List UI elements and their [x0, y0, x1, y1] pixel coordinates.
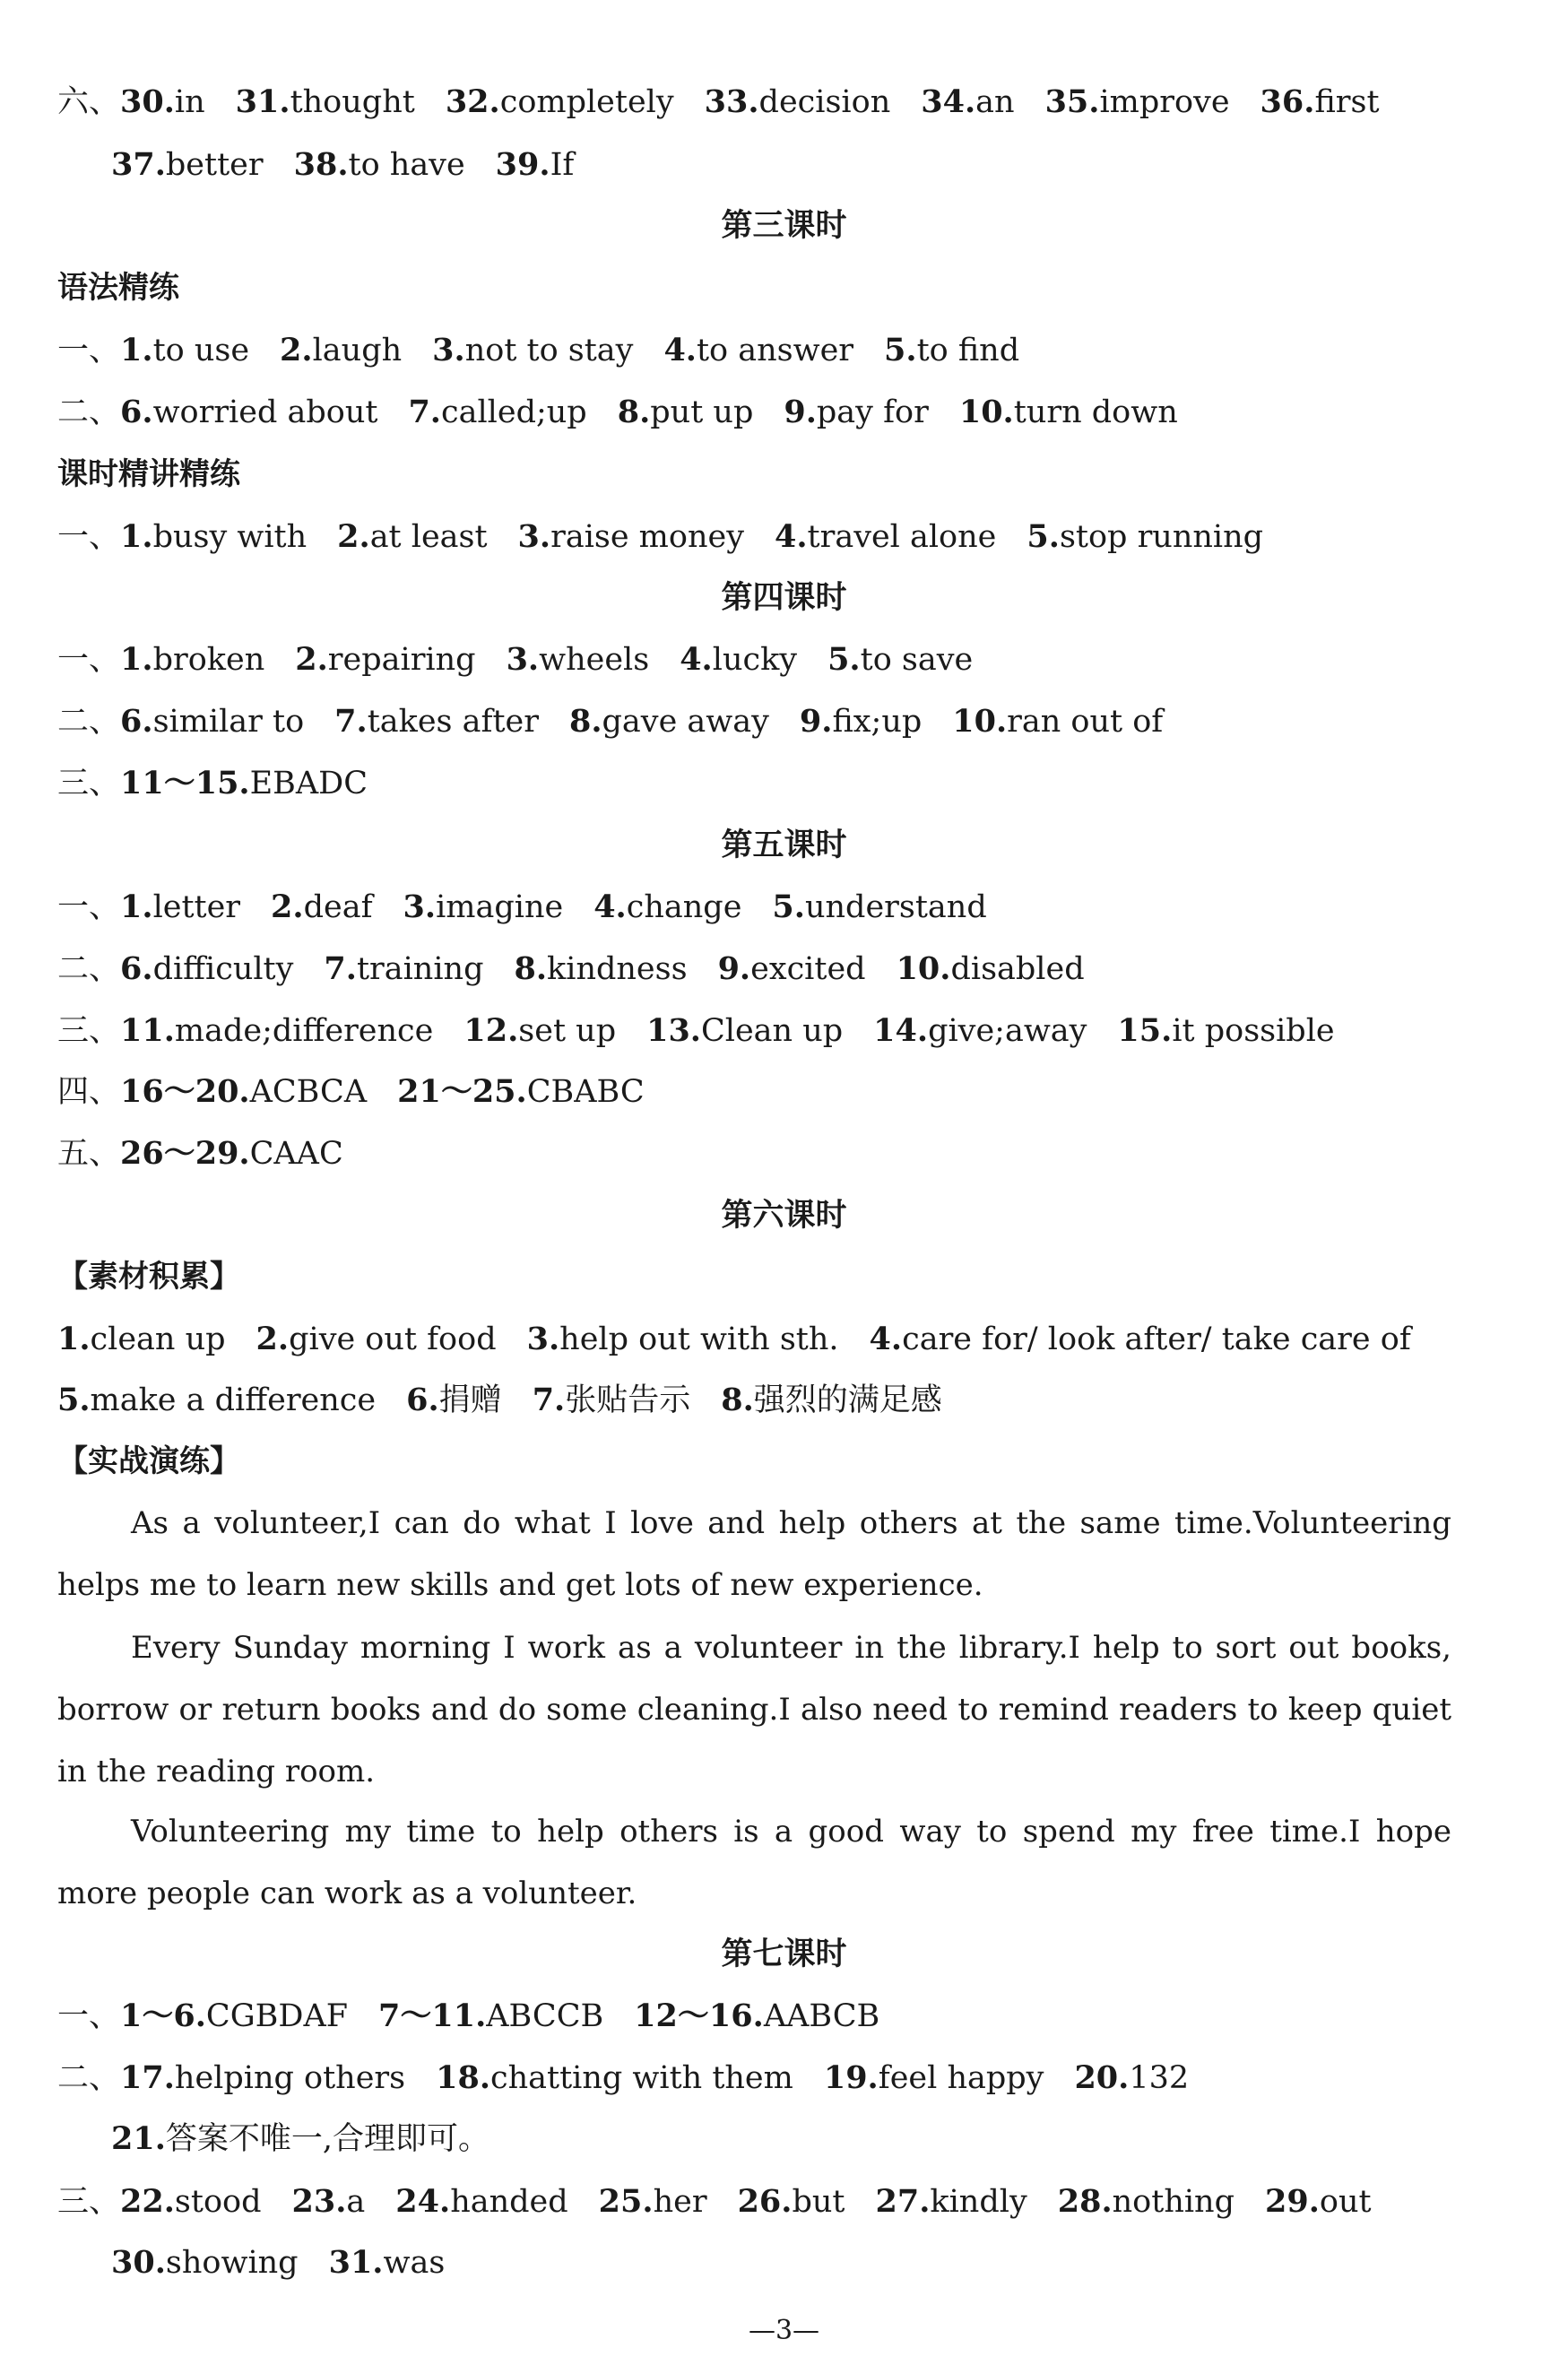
- section-number: 二、: [57, 394, 121, 430]
- answer-item: [120, 1069, 367, 1115]
- answer-text: 张贴告示: [565, 1382, 691, 1418]
- answer-text: stood: [174, 2184, 262, 2220]
- answer-row: [57, 514, 1514, 560]
- question-number: 10.: [958, 394, 1014, 430]
- answer-item: [921, 79, 1014, 126]
- answer-text: busy with: [152, 519, 308, 555]
- answer-item: [952, 698, 1163, 745]
- question-number: 2.: [337, 518, 370, 555]
- answer-item: [111, 142, 264, 188]
- question-number: 19.: [823, 2059, 879, 2096]
- essay-text: As a volunteer,I can do what I love and help others at the same time.Volunteering helps me to learn new skills and get lots of new experience.: [57, 1505, 1451, 1603]
- answer-item: [599, 2179, 707, 2225]
- answer-text: If: [550, 147, 575, 183]
- answer-item: [870, 1316, 1411, 1363]
- question-number: 26～29.: [120, 1135, 250, 1172]
- question-number: 6.: [120, 394, 153, 430]
- answer-text: help out with sth.: [559, 1321, 839, 1357]
- answer-text: helping others: [174, 2060, 406, 2096]
- answer-text: Clean up: [701, 1013, 844, 1049]
- answer-item: [827, 637, 973, 683]
- answer-item: [436, 2055, 793, 2101]
- answer-item: [593, 884, 741, 931]
- answer-item: [271, 884, 373, 931]
- answer-text: feel happy: [878, 2060, 1044, 2096]
- answer-item: [337, 514, 487, 560]
- answer-item: [646, 1008, 843, 1054]
- answer-item: [120, 698, 304, 745]
- question-number: 6.: [120, 703, 153, 740]
- question-number: 2.: [295, 641, 328, 678]
- answer-text: raise money: [550, 519, 744, 555]
- lesson-title: 第七课时: [721, 1936, 847, 1972]
- question-number: 10.: [952, 703, 1008, 740]
- question-number: 39.: [495, 146, 550, 183]
- answer-item: [959, 389, 1178, 436]
- answer-item: [408, 389, 586, 436]
- answer-item: [324, 946, 483, 992]
- answer-text: give out food: [289, 1321, 497, 1357]
- answer-row: [57, 698, 1514, 745]
- section-number: 二、: [57, 704, 121, 740]
- question-number: 14.: [873, 1012, 929, 1049]
- answer-item: [897, 946, 1085, 992]
- answer-item: [527, 1316, 839, 1363]
- answer-text: takes after: [367, 704, 539, 740]
- answer-row: [57, 1008, 1514, 1054]
- question-number: 31.: [328, 2244, 384, 2281]
- question-number: 1.: [120, 332, 153, 368]
- answer-row: [111, 2240, 1514, 2286]
- answer-text: AABCB: [763, 1998, 880, 2034]
- answer-text: understand: [804, 889, 987, 925]
- answer-item: [1074, 2055, 1189, 2101]
- answer-item: [334, 698, 539, 745]
- question-number: 7.: [532, 1382, 566, 1418]
- answer-text: 答案不唯一,合理即可。: [165, 2121, 490, 2157]
- answer-item: [120, 1131, 343, 1177]
- question-number: 34.: [921, 83, 976, 120]
- answer-row: [57, 1993, 1514, 2040]
- section-number: 一、: [57, 889, 121, 925]
- answer-row: [57, 637, 1514, 683]
- answer-item: [446, 79, 674, 126]
- question-number: 21.: [111, 2120, 166, 2157]
- answer-text: 强烈的满足感: [753, 1382, 942, 1418]
- answer-text: CBABC: [526, 1074, 645, 1110]
- answer-text: stop running: [1059, 519, 1264, 555]
- answer-item: [873, 1008, 1087, 1054]
- answer-item: [120, 1993, 348, 2040]
- answer-text: to have: [348, 147, 465, 183]
- answer-text: was: [383, 2245, 446, 2281]
- answer-item: [515, 946, 688, 992]
- question-number: 9.: [799, 703, 833, 740]
- question-number: 6.: [120, 950, 153, 987]
- essay-paragraph: [57, 1801, 1451, 1925]
- question-number: 2.: [271, 888, 304, 925]
- answer-item: [775, 514, 996, 560]
- section-number: 一、: [57, 333, 121, 368]
- answer-row: [57, 946, 1514, 992]
- question-number: 11～15.: [120, 765, 250, 801]
- answer-text: deaf: [303, 889, 373, 925]
- answer-text: fix;up: [832, 704, 923, 740]
- section-number: 一、: [57, 642, 121, 678]
- question-number: 4.: [774, 518, 808, 555]
- answer-text: completely: [499, 84, 674, 120]
- answer-text: to use: [152, 333, 250, 368]
- answer-text: 捐赠: [438, 1382, 502, 1418]
- answer-item: [463, 1008, 616, 1054]
- page-number: —3—: [748, 2315, 820, 2346]
- answer-item: [1260, 79, 1380, 126]
- section-number: 六、: [57, 84, 121, 120]
- question-number: 6.: [406, 1382, 439, 1418]
- answer-text: difficulty: [152, 951, 294, 987]
- answer-item: [395, 2179, 567, 2225]
- answer-item: [432, 327, 633, 374]
- answer-text: in: [174, 84, 205, 120]
- answer-text: travel alone: [807, 519, 997, 555]
- question-number: 8.: [568, 703, 602, 740]
- answer-text: ran out of: [1007, 704, 1164, 740]
- lesson-title: 第四课时: [721, 580, 847, 616]
- answer-text: gave away: [602, 704, 769, 740]
- question-number: 8.: [721, 1382, 754, 1418]
- answer-text: change: [626, 889, 742, 925]
- question-number: 3.: [526, 1321, 560, 1357]
- answer-item: [533, 1377, 691, 1424]
- answer-text: kindness: [547, 951, 688, 987]
- answer-text: better: [165, 147, 264, 183]
- section-heading: 语法精练: [57, 270, 179, 306]
- answer-item: [518, 514, 744, 560]
- answer-text: letter: [152, 889, 241, 925]
- question-number: 4.: [663, 332, 697, 368]
- section-number: 三、: [57, 766, 121, 801]
- answer-text: laugh: [312, 333, 403, 368]
- question-number: 3.: [403, 888, 437, 925]
- answer-item: [618, 389, 754, 436]
- answer-item: [634, 1993, 879, 2040]
- answer-row: [57, 1377, 1514, 1424]
- answer-text: to save: [860, 642, 974, 678]
- question-number: 5.: [1027, 518, 1060, 555]
- section-number: 三、: [57, 2184, 121, 2220]
- question-number: 2.: [280, 332, 313, 368]
- question-number: 15.: [1117, 1012, 1173, 1049]
- question-number: 24.: [395, 2183, 451, 2220]
- answer-text: improve: [1099, 84, 1230, 120]
- answer-text: 132: [1129, 2060, 1190, 2096]
- answer-item: [800, 698, 922, 745]
- answer-item: [120, 79, 205, 126]
- answer-text: it possible: [1172, 1013, 1335, 1049]
- question-number: 1.: [120, 641, 153, 678]
- answer-item: [403, 884, 564, 931]
- section-number: 四、: [57, 1074, 121, 1110]
- answer-text: give;away: [928, 1013, 1087, 1049]
- essay-text: Every Sunday morning I work as a volunteer in the library.I help to sort out books, borrow or return books and do some cleaning.I also need to remind readers to keep quiet in the reading room.: [57, 1630, 1451, 1789]
- answer-text: put up: [650, 394, 754, 430]
- answer-item: [1117, 1008, 1334, 1054]
- question-number: 1.: [57, 1321, 91, 1357]
- section-number: 一、: [57, 519, 121, 555]
- answer-row: [57, 2179, 1514, 2225]
- answer-item: [120, 514, 307, 560]
- answer-text: to answer: [696, 333, 854, 368]
- answer-item: [1058, 2179, 1234, 2225]
- answer-item: [406, 1377, 502, 1424]
- question-number: 18.: [436, 2059, 491, 2096]
- answer-text: handed: [450, 2184, 568, 2220]
- question-number: 37.: [111, 146, 166, 183]
- answer-item: [663, 327, 853, 374]
- question-number: 1.: [120, 888, 153, 925]
- section-number: 五、: [57, 1136, 121, 1172]
- question-number: 35.: [1044, 83, 1100, 120]
- answer-text: set up: [518, 1013, 617, 1049]
- answer-text: EBADC: [249, 766, 368, 801]
- section-heading: 【素材积累】: [57, 1259, 240, 1295]
- answer-text: thought: [290, 84, 415, 120]
- question-number: 29.: [1265, 2183, 1320, 2220]
- answer-text: nothing: [1112, 2184, 1235, 2220]
- answer-item: [120, 2055, 405, 2101]
- lesson-title: 第三课时: [721, 208, 847, 244]
- answer-row: [57, 389, 1514, 436]
- question-number: 7.: [334, 703, 368, 740]
- answer-item: [1265, 2179, 1372, 2225]
- answer-text: at least: [369, 519, 488, 555]
- answer-row: [57, 760, 1514, 807]
- question-number: 4.: [593, 888, 627, 925]
- answer-text: ABCCB: [486, 1998, 604, 2034]
- answer-item: [120, 946, 293, 992]
- question-number: 5.: [884, 332, 917, 368]
- answer-row: [111, 142, 1514, 188]
- answer-text: imagine: [436, 889, 564, 925]
- answer-text: showing: [165, 2245, 299, 2281]
- answer-text: an: [975, 84, 1015, 120]
- answer-item: [120, 389, 377, 436]
- section-heading: 【实战演练】: [57, 1443, 240, 1479]
- answer-item: [329, 2240, 446, 2286]
- answer-row: [57, 79, 1514, 126]
- question-number: 16～20.: [120, 1073, 250, 1110]
- answer-item: [1027, 514, 1263, 560]
- question-number: 7.: [408, 394, 441, 430]
- answer-text: clean up: [90, 1321, 226, 1357]
- answer-text: lucky: [712, 642, 798, 678]
- section-heading: 课时精讲精练: [57, 456, 240, 492]
- answer-row: [57, 2055, 1514, 2101]
- question-number: 22.: [120, 2183, 175, 2220]
- answer-text: first: [1314, 84, 1380, 120]
- answer-text: turn down: [1013, 394, 1178, 430]
- answer-text: disabled: [950, 951, 1085, 987]
- answer-text: similar to: [152, 704, 305, 740]
- essay-paragraph: [57, 1493, 1451, 1616]
- answer-item: [295, 637, 475, 683]
- answer-item: [111, 2240, 299, 2286]
- question-number: 1.: [120, 518, 153, 555]
- answer-item: [884, 327, 1019, 374]
- answer-text: ACBCA: [249, 1074, 368, 1110]
- answer-text: care for/ look after/ take care of: [902, 1321, 1411, 1357]
- answer-item: [705, 79, 891, 126]
- question-number: 32.: [445, 83, 500, 120]
- question-number: 9.: [717, 950, 751, 987]
- question-number: 7～11.: [378, 1997, 487, 2034]
- question-number: 2.: [256, 1321, 290, 1357]
- question-number: 8.: [514, 950, 548, 987]
- answer-item: [57, 1377, 376, 1424]
- question-number: 12.: [463, 1012, 519, 1049]
- answer-item: [397, 1069, 645, 1115]
- answer-item: [120, 637, 264, 683]
- answer-text: broken: [152, 642, 265, 678]
- answer-row: [57, 884, 1514, 931]
- answer-item: [824, 2055, 1044, 2101]
- question-number: 27.: [875, 2183, 931, 2220]
- answer-item: [721, 1377, 942, 1424]
- answer-text: CGBDAF: [205, 1998, 349, 2034]
- answer-text: called;up: [441, 394, 587, 430]
- answer-text: her: [653, 2184, 707, 2220]
- question-number: 28.: [1057, 2183, 1113, 2220]
- answer-item: [738, 2179, 845, 2225]
- essay-text: Volunteering my time to help others is a good way to spend my free time.I hope more people can work as a volunteer.: [57, 1814, 1451, 1911]
- answer-item: [120, 327, 249, 374]
- section-number: 三、: [57, 1013, 121, 1049]
- lesson-title: 第五课时: [721, 827, 847, 863]
- essay-paragraph: [57, 1617, 1451, 1803]
- answer-text: chatting with them: [490, 2060, 793, 2096]
- answer-item: [718, 946, 866, 992]
- question-number: 10.: [896, 950, 951, 987]
- question-number: 13.: [646, 1012, 701, 1049]
- question-number: 23.: [291, 2183, 347, 2220]
- answer-item: [120, 760, 368, 807]
- answer-text: to find: [916, 333, 1020, 368]
- question-number: 9.: [784, 394, 817, 430]
- question-number: 36.: [1260, 83, 1315, 120]
- question-number: 21～25.: [397, 1073, 527, 1110]
- answer-text: decision: [758, 84, 891, 120]
- answer-item: [280, 327, 402, 374]
- answer-item: [569, 698, 769, 745]
- question-number: 5.: [57, 1382, 91, 1418]
- answer-text: CAAC: [249, 1136, 343, 1172]
- answer-item: [1045, 79, 1230, 126]
- answer-text: repairing: [327, 642, 476, 678]
- question-number: 5.: [827, 641, 861, 678]
- answer-item: [292, 2179, 366, 2225]
- question-number: 26.: [737, 2183, 793, 2220]
- answer-text: wheels: [539, 642, 650, 678]
- answer-text: not to stay: [464, 333, 634, 368]
- question-number: 3.: [517, 518, 551, 555]
- question-number: 31.: [235, 83, 290, 120]
- answer-text: made;difference: [174, 1013, 434, 1049]
- answer-item: [876, 2179, 1027, 2225]
- answer-text: training: [356, 951, 484, 987]
- answer-item: [120, 1008, 433, 1054]
- answer-row: [57, 1316, 1514, 1363]
- question-number: 3.: [432, 332, 465, 368]
- answer-row: [57, 327, 1514, 374]
- answer-row: [57, 1069, 1514, 1115]
- answer-item: [120, 884, 240, 931]
- answer-item: [378, 1993, 603, 2040]
- question-number: 25.: [598, 2183, 654, 2220]
- answer-item: [294, 142, 465, 188]
- question-number: 3.: [506, 641, 540, 678]
- answer-text: but: [792, 2184, 845, 2220]
- answer-text: make a difference: [90, 1382, 377, 1418]
- answer-text: worried about: [152, 394, 378, 430]
- answer-text: a: [346, 2184, 366, 2220]
- lesson-title: 第六课时: [721, 1198, 847, 1234]
- answer-text: excited: [750, 951, 866, 987]
- answer-item: [680, 637, 797, 683]
- answer-item: [111, 2116, 489, 2162]
- answer-item: [507, 637, 650, 683]
- answer-item: [236, 79, 415, 126]
- question-number: 17.: [120, 2059, 175, 2096]
- question-number: 5.: [772, 888, 805, 925]
- question-number: 30.: [120, 83, 175, 120]
- answer-text: kindly: [930, 2184, 1027, 2220]
- answer-text: pay for: [816, 394, 929, 430]
- answer-row: [111, 2116, 1514, 2162]
- question-number: 7.: [324, 950, 357, 987]
- question-number: 1～6.: [120, 1997, 206, 2034]
- answer-item: [57, 1316, 226, 1363]
- question-number: 33.: [704, 83, 759, 120]
- answer-item: [772, 884, 986, 931]
- section-number: 二、: [57, 951, 121, 987]
- question-number: 11.: [120, 1012, 175, 1049]
- question-number: 20.: [1074, 2059, 1130, 2096]
- question-number: 8.: [617, 394, 651, 430]
- section-number: 一、: [57, 1998, 121, 2034]
- question-number: 30.: [111, 2244, 166, 2281]
- answer-text: out: [1319, 2184, 1372, 2220]
- question-number: 38.: [293, 146, 349, 183]
- question-number: 4.: [869, 1321, 903, 1357]
- answer-item: [496, 142, 575, 188]
- question-number: 4.: [680, 641, 713, 678]
- question-number: 12～16.: [634, 1997, 764, 2034]
- answer-row: [57, 1131, 1514, 1177]
- answer-item: [256, 1316, 497, 1363]
- answer-item: [784, 389, 928, 436]
- answer-item: [120, 2179, 261, 2225]
- section-number: 二、: [57, 2060, 121, 2096]
